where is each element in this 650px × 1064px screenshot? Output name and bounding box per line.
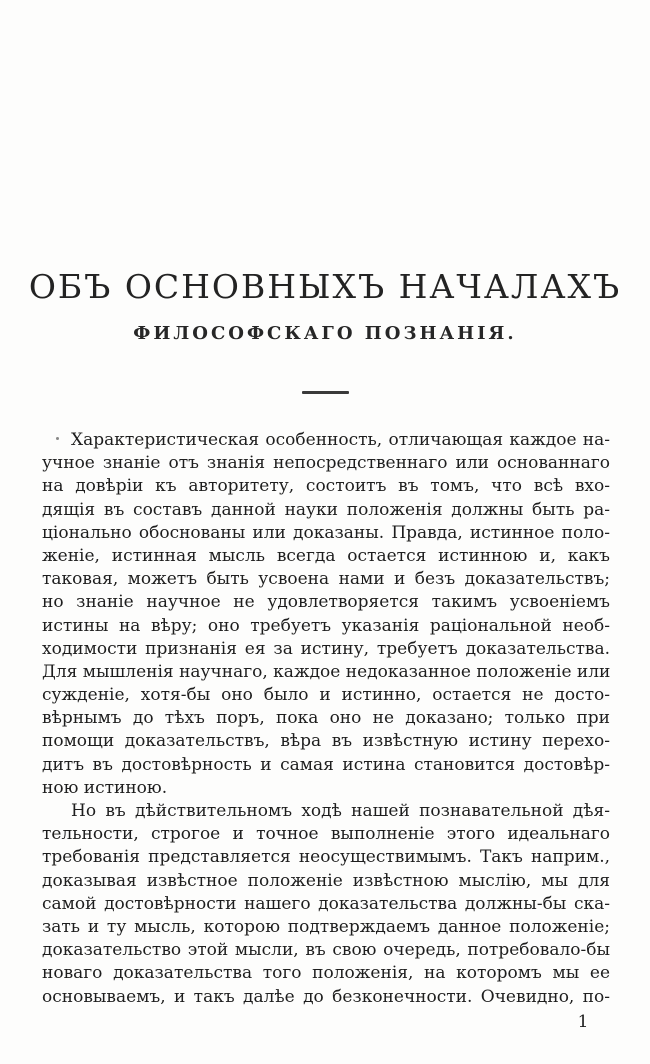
text-line: вѣрнымъ до тѣхъ поръ, пока оно не доказано; только при xyxy=(42,708,610,729)
text-line: ходимости признанія ея за истину, требуетъ доказательства. xyxy=(42,638,610,659)
text-line: Для мышленія научнаго, каждое недоказанное положеніе или xyxy=(42,661,611,682)
chapter-subtitle: ФИЛОСОФСКАГО ПОЗНАНІЯ. xyxy=(133,323,517,344)
text-line: помощи доказательствъ, вѣра въ извѣстную истину перехо- xyxy=(42,731,610,752)
text-line: Но въ дѣйствительномъ ходѣ нашей познавательной дѣя- xyxy=(71,801,610,821)
text-line: зать и ту мысль, которою подтверждаемъ данное положеніе; xyxy=(42,916,610,937)
text-line: требованія представляется неосуществимымъ. Такъ наприм., xyxy=(42,847,610,868)
text-line: ною истиною. xyxy=(42,777,168,798)
text-line: таковая, можетъ быть усвоена нами и безъ доказательствъ; xyxy=(42,569,610,590)
text-line: ціонально обоснованы или доказаны. Правда, истинное поло- xyxy=(42,522,610,543)
text-line: дитъ въ достовѣрность и самая истина становится достовѣр- xyxy=(42,754,610,775)
text-line: тельности, строгое и точное выполненіе этого идеальнаго xyxy=(42,824,610,845)
paragraph xyxy=(42,800,610,1009)
text-line: Характеристическая особенность, отличающая каждое на- xyxy=(71,430,610,450)
text-line: новаго доказательства того положенія, на которомъ мы ее xyxy=(42,963,610,984)
text-line: истины на вѣру; оно требуетъ указанія раціональной необ- xyxy=(42,615,610,636)
text-line: самой достовѣрности нашего доказательства должны-бы ска- xyxy=(42,893,610,914)
page-number: 1 xyxy=(577,1012,589,1032)
text-line: дящія въ составъ данной науки положенія должны быть ра- xyxy=(42,499,610,520)
text-block xyxy=(42,429,610,1009)
text-line: на довѣріи къ авторитету, состоитъ въ томъ, что всѣ вхо- xyxy=(42,476,610,497)
text-line: доказательство этой мысли, въ свою очередь, потребовало-бы xyxy=(42,940,610,961)
text-line: учное знаніе отъ знанія непосредственнаго или основаннаго xyxy=(42,453,610,474)
text-line: основываемъ, и такъ далѣе до безконечности. Очевидно, по- xyxy=(42,986,610,1007)
text-line: женіе, истинная мысль всегда остается истинною и, какъ xyxy=(42,545,610,566)
paragraph xyxy=(42,429,610,800)
divider-rule xyxy=(302,391,349,394)
text-line: но знаніе научное не удовлетворяется такимъ усвоеніемъ xyxy=(42,592,610,613)
text-line: сужденіе, хотя-бы оно было и истинно, остается не досто- xyxy=(42,685,610,706)
text-line: доказывая извѣстное положеніе извѣстною мыслію, мы для xyxy=(42,870,610,891)
chapter-title: ОБЪ ОСНОВНЫХЪ НАЧАЛАХЪ xyxy=(28,267,622,306)
